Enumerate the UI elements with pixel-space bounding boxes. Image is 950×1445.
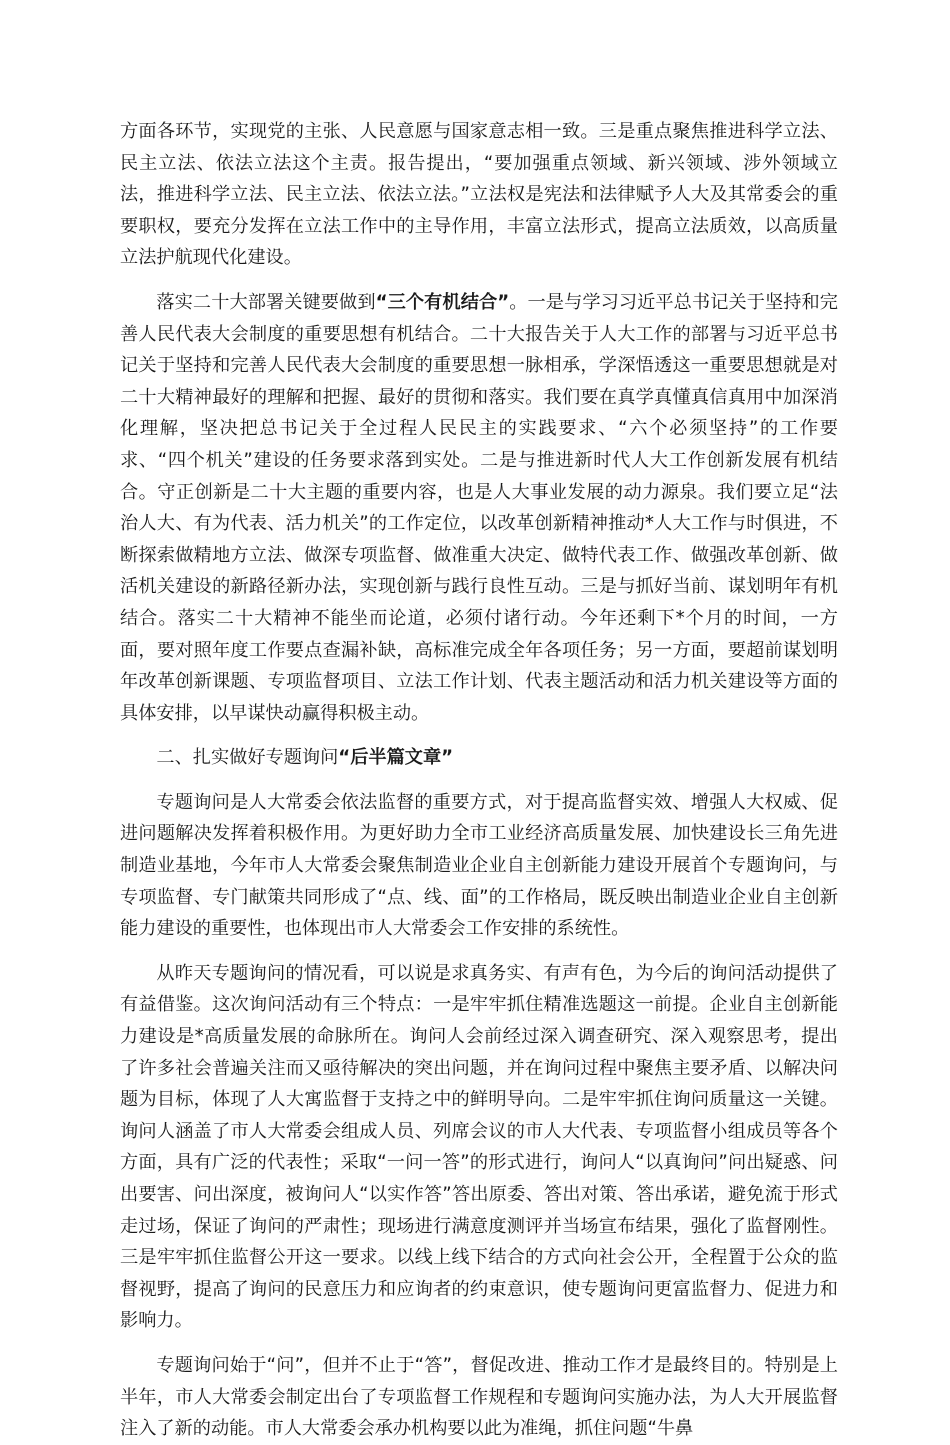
section-heading-2 — [120, 742, 838, 774]
paragraph-1: 方面各环节，实现党的主张、人民意愿与国家意志相一致。三是重点聚焦推进科学立法、民主立法、依法立法这个主责。报告提出，“要加强重点领域、新兴领域、涉外领域立法，推进科学立法、民主立法、依法立法。”立法权是宪法和法律赋予人大及其常委会的重要职权，要充分发挥在立法工作中的主导作用，丰富立法形式，提高立法质效，以高质量立法护航现代化建设。 — [120, 121, 838, 269]
paragraph-2-body: 。一是与学习习近平总书记关于坚持和完善人民代表大会制度的重要思想有机结合。二十大报告关于人大工作的部署与习近平总书记关于坚持和完善人民代表大会制度的重要思想一脉相承，学深悟透这一重要思想就是对二十大精神最好的理解和把握、最好的贯彻和落实。我们要在真学真懂真信真用中加深消化理解，坚决把总书记关于全过程人民民主的实践要求、“六个必须坚持”的工作要求、“四个机关”建设的任务要求落到实处。二是与推进新时代人大工作创新发展有机结合。守正创新是二十大主题的重要内容，也是人大事业发展的动力源泉。我们要立足“法治人大、有为代表、活力机关”的工作定位，以改革创新精神推动*人大工作与时俱进，不断探索做精地方立法、做深专项监督、做准重大决定、做特代表工作、做强改革创新、做活机关建设的新路径新办法，实现创新与践行良性互动。三是与抓好当前、谋划明年有机结合。落实二十大精神不能坐而论道，必须付诸行动。今年还剩下*个月的时间，一方面，要对照年度工作要点查漏补缺，高标准完成全年各项任务；另一方面，要超前谋划明年改革创新课题、专项监督项目、立法工作计划、代表主题活动和活力机关建设等方面的具体安排，以早谋快动赢得积极主动。 — [120, 291, 838, 724]
paragraph-5: 专题询问始于“问”，但并不止于“答”，督促改进、推动工作才是最终目的。特别是上半年，市人大常委会制定出台了专项监督工作规程和专题询问实施办法，为人大开展监督注入了新的动能。市人大常委会承办机构要以此为准绳，抓住问题“牛鼻 — [120, 1354, 838, 1440]
section-heading-2-lead: 二、扎实做好专题询问 — [156, 747, 339, 769]
paragraph-4: 从昨天专题询问的情况看，可以说是求真务实、有声有色，为今后的询问活动提供了有益借鉴。这次询问活动有三个特点：一是牢牢抓住精准选题这一前提。企业自主创新能力建设是*高质量发展的命脉所在。询问人会前经过深入调查研究、深入观察思考，提出了许多社会普遍关注而又亟待解决的突出问题，并在询问过程中聚焦主要矛盾、以解决问题为目标，体现了人大寓监督于支持之中的鲜明导向。二是牢牢抓住询问质量这一关键。询问人涵盖了市人大常委会组成人员、列席会议的市人大代表、专项监督小组成员等各个方面，具有广泛的代表性；采取“一问一答”的形式进行，询问人“以真询问”问出疑惑、问出要害、问出深度，被询问人“以实作答”答出原委、答出对策、答出承诺，避免流于形式走过场，保证了询问的严肃性；现场进行满意度测评并当场宣布结果，强化了监督刚性。三是牢牢抓住监督公开这一要求。以线上线下结合的方式向社会公开，全程置于公众的监督视野，提高了询问的民意压力和应询者的约束意识，使专题询问更富监督力、促进力和影响力。 — [120, 962, 838, 1332]
paragraph-2-lead-bold: “三个有机结合” — [375, 291, 510, 313]
paragraph-2 — [120, 287, 838, 729]
document-page — [120, 116, 838, 1445]
paragraph-3: 专题询问是人大常委会依法监督的重要方式，对于提高监督实效、增强人大权威、促进问题解决发挥着积极作用。为更好助力全市工业经济高质量发展、加快建设长三角先进制造业基地，今年市人大常委会聚焦制造业企业自主创新能力建设开展首个专题询问，与专项监督、专门献策共同形成了“点、线、面”的工作格局，既反映出制造业企业自主创新能力建设的重要性，也体现出市人大常委会工作安排的系统性。 — [120, 791, 838, 940]
section-heading-2-bold: “后半篇文章” — [338, 747, 454, 769]
paragraph-2-lead: 落实二十大部署关键要做到 — [156, 291, 376, 313]
